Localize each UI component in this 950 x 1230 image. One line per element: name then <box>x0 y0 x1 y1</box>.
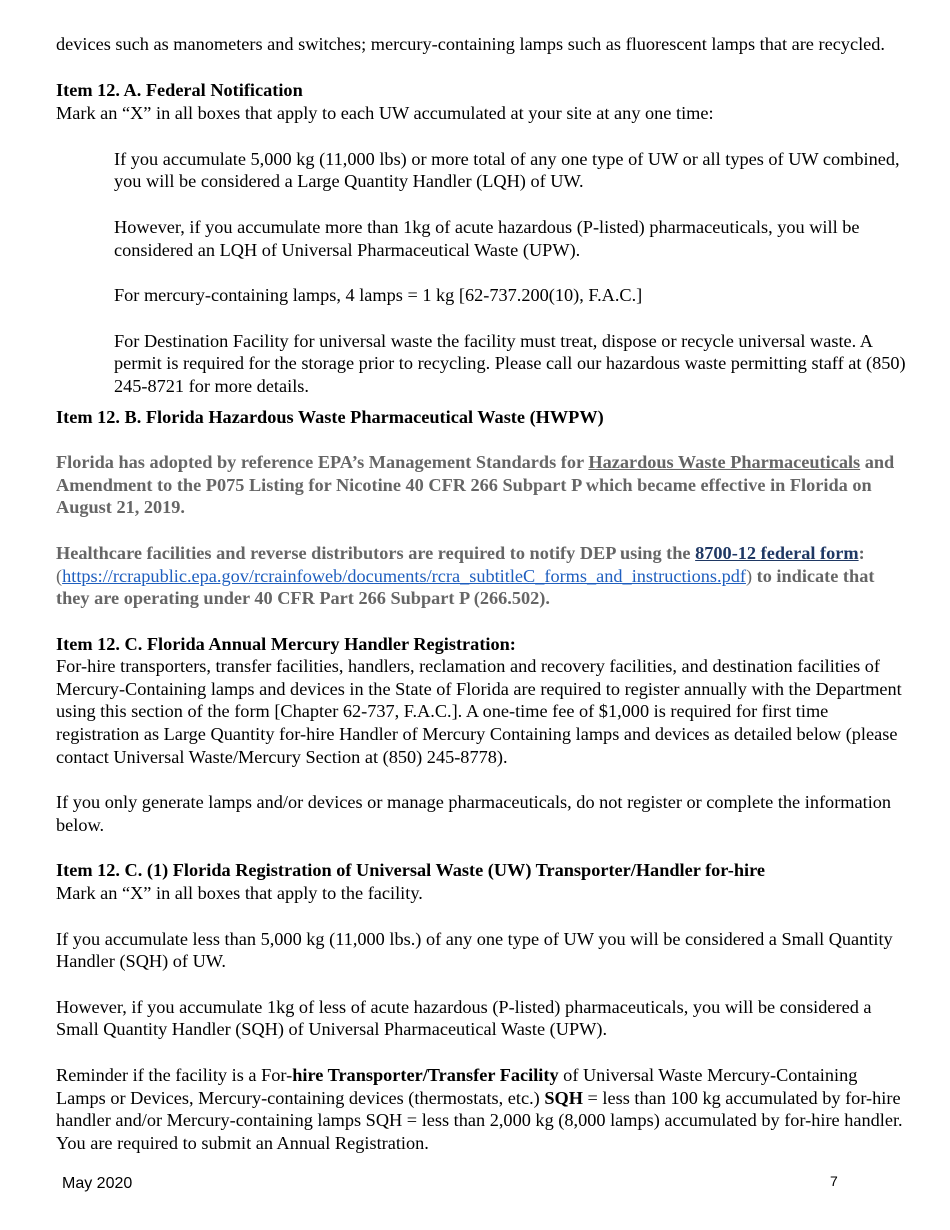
section-item-12c <box>56 633 906 837</box>
item-12c1-heading: Item 12. C. (1) Florida Registration of Universal Waste (UW) Transporter/Handler for-hire <box>56 860 765 881</box>
section-item-12a <box>56 79 906 398</box>
item-12a-upw-paragraph: However, if you accumulate more than 1kg of acute hazardous (P-listed) pharmaceuticals, you will be considered an LQH of Universal Pharmaceutical Waste (UPW). <box>114 216 860 260</box>
item-12c-registration-paragraph: For-hire transporters, transfer facilities, handlers, reclamation and recovery facilities, and destination facilities of Mercury-Containing lamps and devices in the State of Florida are required to register annually with the Department using this section of the form [Chapter 62-737, F.A.C.]. A one-time fee of $1,000 is required for first time registration as Large Quantity for-hire Handler of Mercury Containing lamps and devices as detailed below (please contact Universal Waste/Mercury Section at (850) 245-8778). <box>56 656 902 767</box>
item-12c1-upw-paragraph: However, if you accumulate 1kg of less of acute hazardous (P-listed) pharmaceuticals, you will be considered a Small Quantity Handler (SQH) of Universal Pharmaceutical Waste (UPW). <box>56 996 872 1040</box>
item-12b-heading: Item 12. B. Florida Hazardous Waste Pharmaceutical Waste (HWPW) <box>56 406 604 427</box>
item-12c1-instruction: Mark an “X” in all boxes that apply to the facility. <box>56 883 423 904</box>
epa-forms-url-link[interactable]: https://rcrapublic.epa.gov/rcrainfoweb/documents/rcra_subtitleC_forms_and_instructions.pdf <box>62 565 746 586</box>
item-12c-heading: Item 12. C. Florida Annual Mercury Handler Registration: <box>56 633 516 654</box>
section-item-12c1 <box>56 859 906 1154</box>
section-item-12b <box>56 406 906 610</box>
hwp-standards-link[interactable]: Hazardous Waste Pharmaceuticals <box>588 452 861 473</box>
item-12b-notification-paragraph: Healthcare facilities and reverse distributors are required to notify DEP using the 8700-12 federal form: (https://rcrapublic.epa.gov/rcrainfoweb/documents/rcra_subtitleC_forms_and_instructions.pdf) to indicate that they are operating under 40 CFR Part 266 Subpart P (266.502). <box>56 542 875 609</box>
document-page <box>56 33 906 1154</box>
item-12c1-reminder-paragraph: Reminder if the facility is a For-hire Transporter/Transfer Facility of Universal Waste Mercury-Containing Lamps or Devices, Mercury-containing devices (thermostats, etc.) SQH = less than 100 kg accumulated by for-hire handler and/or Mercury-containing lamps SQH = less than 2,000 kg (8,000 lamps) accumulated by for-hire handler. You are required to submit an Annual Registration. <box>56 1065 903 1153</box>
item-12a-instruction: Mark an “X” in all boxes that apply to each UW accumulated at your site at any one time: <box>56 103 714 124</box>
item-12a-destination-paragraph: For Destination Facility for universal waste the facility must treat, dispose or recycle universal waste. A permit is required for the storage prior to recycling. Please call our hazardous waste permitting staff at (850) 245-8721 for more details. <box>114 330 906 396</box>
item-12a-lamps-paragraph: For mercury-containing lamps, 4 lamps = 1 kg [62-737.200(10), F.A.C.] <box>114 285 643 306</box>
item-12c1-sqh-paragraph: If you accumulate less than 5,000 kg (11,000 lbs.) of any one type of UW you will be considered a Small Quantity Handler (SQH) of UW. <box>56 928 893 972</box>
intro-paragraph: devices such as manometers and switches; mercury-containing lamps such as fluorescent lamps that are recycled. <box>56 34 885 54</box>
page-number: 7 <box>830 1173 838 1189</box>
item-12a-heading: Item 12. A. Federal Notification <box>56 79 303 100</box>
item-12c-exemption-paragraph: If you only generate lamps and/or devices or manage pharmaceuticals, do not register or complete the information below. <box>56 792 892 835</box>
item-12a-lqh-paragraph: If you accumulate 5,000 kg (11,000 lbs) or more total of any one type of UW or all types of UW combined, you will be considered a Large Quantity Handler (LQH) of UW. <box>114 148 900 192</box>
federal-form-link[interactable]: 8700-12 federal form <box>695 542 859 563</box>
footer-date: May 2020 <box>62 1175 133 1192</box>
item-12b-adoption-paragraph: Florida has adopted by reference EPA’s Management Standards for Hazardous Waste Pharmaceuticals and Amendment to the P075 Listing for Nicotine 40 CFR 266 Subpart P which became effective in Florida on August 21, 2019. <box>56 452 895 518</box>
